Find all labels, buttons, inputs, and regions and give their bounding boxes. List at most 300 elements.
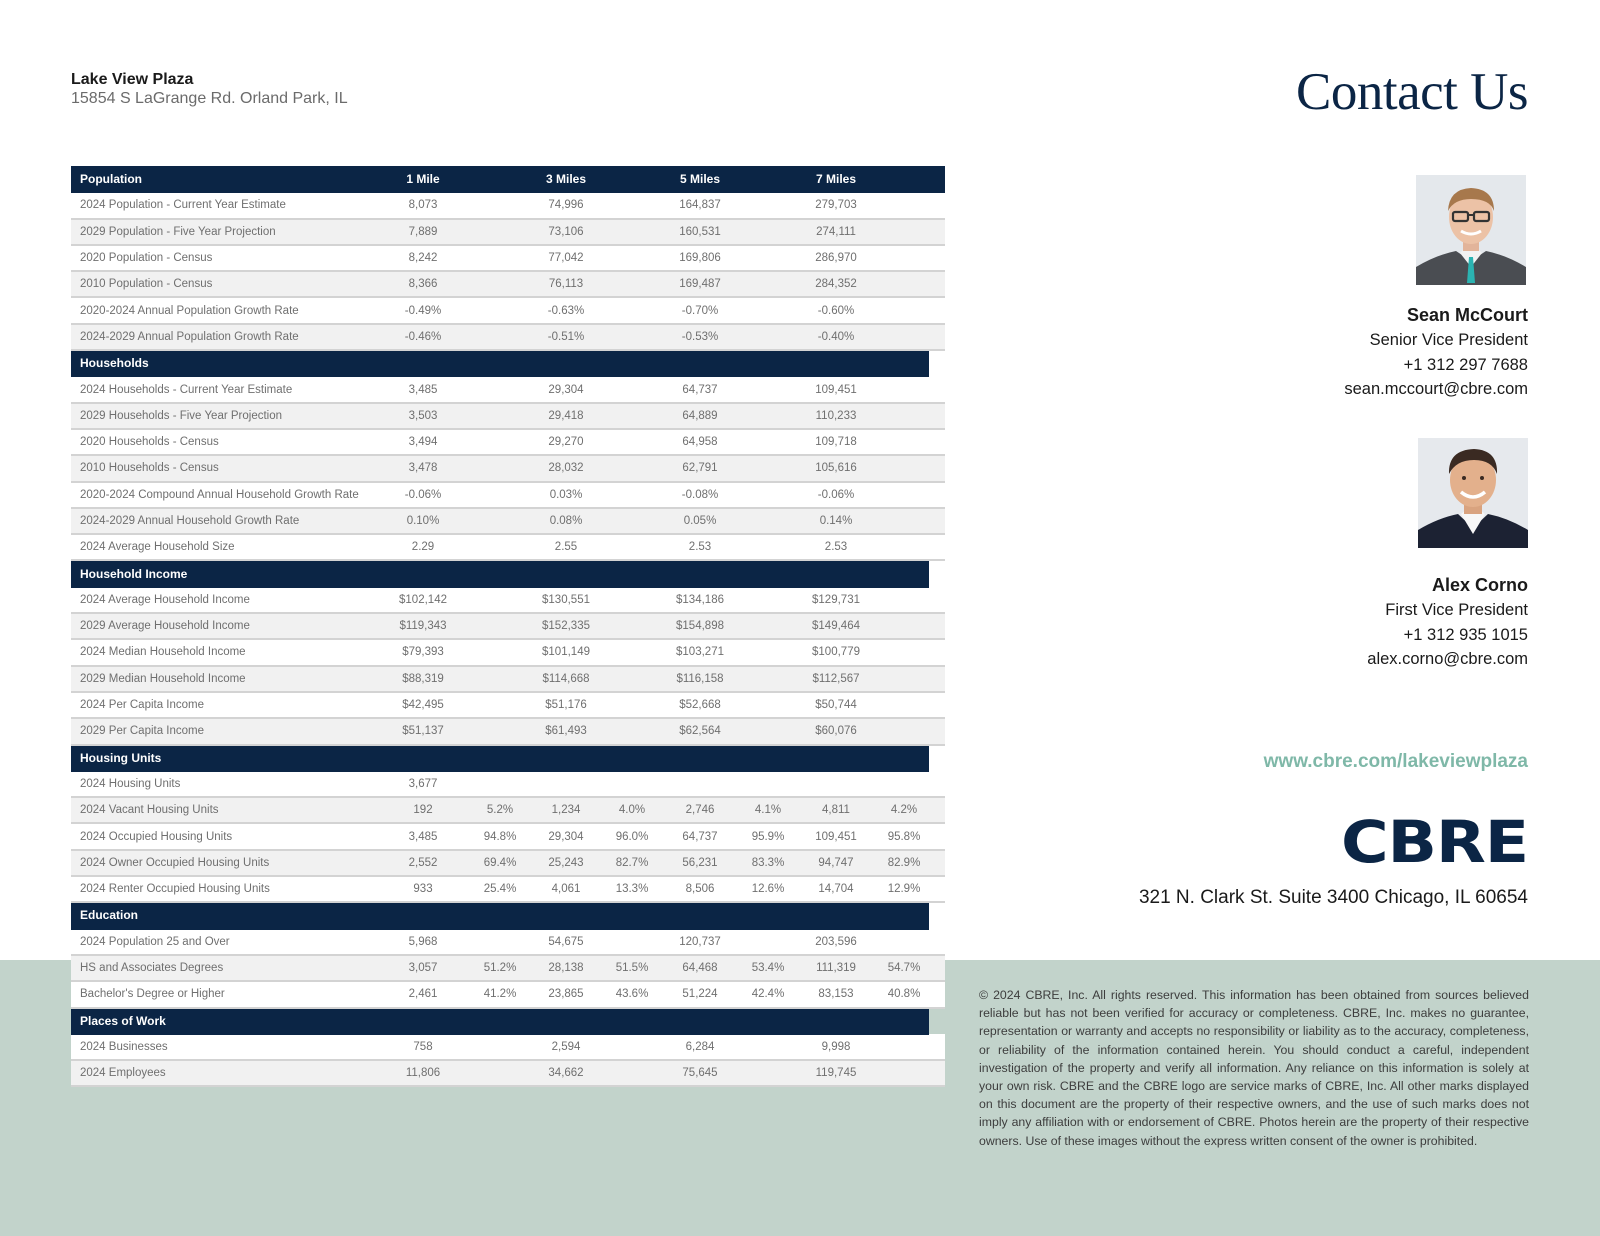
cell-value: 3,485 bbox=[371, 823, 475, 849]
table-row bbox=[71, 1060, 945, 1086]
cell-pad bbox=[929, 271, 945, 297]
cell-value: 3,494 bbox=[371, 429, 475, 455]
row-label: 2024 Households - Current Year Estimate bbox=[71, 376, 371, 402]
cell-value: $101,149 bbox=[525, 639, 607, 665]
section-bar-fill bbox=[371, 745, 929, 771]
cell-pad bbox=[929, 192, 945, 218]
cell-percent bbox=[475, 324, 525, 350]
section-header-row bbox=[71, 350, 945, 376]
cell-percent bbox=[607, 192, 657, 218]
cell-percent bbox=[607, 666, 657, 692]
table-row bbox=[71, 455, 945, 481]
section-title: Households bbox=[71, 350, 371, 376]
cell-value: $51,176 bbox=[525, 692, 607, 718]
cell-value: $134,186 bbox=[657, 587, 743, 613]
table-row bbox=[71, 955, 945, 981]
cell-value: -0.08% bbox=[657, 482, 743, 508]
section-header-row bbox=[71, 902, 945, 928]
cell-percent bbox=[607, 297, 657, 323]
cell-pad bbox=[929, 771, 945, 797]
cell-percent bbox=[743, 297, 793, 323]
cell-percent: 69.4% bbox=[475, 850, 525, 876]
row-label: 2024-2029 Annual Population Growth Rate bbox=[71, 324, 371, 350]
cell-value: $116,158 bbox=[657, 666, 743, 692]
cell-percent: 42.4% bbox=[743, 981, 793, 1007]
row-label: 2024 Per Capita Income bbox=[71, 692, 371, 718]
table-row bbox=[71, 876, 945, 902]
cell-value: 0.05% bbox=[657, 508, 743, 534]
table-row bbox=[71, 219, 945, 245]
cell-pad bbox=[929, 876, 945, 902]
cell-percent bbox=[607, 1034, 657, 1060]
table-row bbox=[71, 692, 945, 718]
cell-pad bbox=[929, 1034, 945, 1060]
cell-percent bbox=[475, 403, 525, 429]
cell-value: -0.06% bbox=[793, 482, 879, 508]
column-spacer bbox=[743, 166, 793, 192]
cell-value: 2,594 bbox=[525, 1034, 607, 1060]
cell-percent bbox=[607, 324, 657, 350]
table-row bbox=[71, 508, 945, 534]
cell-percent bbox=[743, 639, 793, 665]
cell-percent bbox=[475, 297, 525, 323]
row-label: 2024 Owner Occupied Housing Units bbox=[71, 850, 371, 876]
cell-percent bbox=[743, 587, 793, 613]
cell-value: $149,464 bbox=[793, 613, 879, 639]
cell-value: 0.10% bbox=[371, 508, 475, 534]
cell-value: 64,889 bbox=[657, 403, 743, 429]
cell-value: $130,551 bbox=[525, 587, 607, 613]
cell-percent bbox=[743, 429, 793, 455]
cell-percent bbox=[607, 429, 657, 455]
cell-value bbox=[793, 771, 879, 797]
cell-value bbox=[657, 771, 743, 797]
cell-percent: 12.9% bbox=[879, 876, 929, 902]
cell-percent bbox=[743, 771, 793, 797]
column-header-2: 3 Miles bbox=[525, 166, 607, 192]
row-label: 2024 Renter Occupied Housing Units bbox=[71, 876, 371, 902]
cell-value: $52,668 bbox=[657, 692, 743, 718]
cell-value: 77,042 bbox=[525, 245, 607, 271]
cell-value: 111,319 bbox=[793, 955, 879, 981]
row-label: 2029 Households - Five Year Projection bbox=[71, 403, 371, 429]
cell-percent: 54.7% bbox=[879, 955, 929, 981]
row-label: 2024 Population 25 and Over bbox=[71, 929, 371, 955]
cell-percent: 95.9% bbox=[743, 823, 793, 849]
cell-percent bbox=[607, 613, 657, 639]
cell-percent bbox=[743, 245, 793, 271]
row-label: 2024-2029 Annual Household Growth Rate bbox=[71, 508, 371, 534]
cell-pad bbox=[929, 955, 945, 981]
cell-value: -0.49% bbox=[371, 297, 475, 323]
cell-percent bbox=[475, 429, 525, 455]
section-header-row bbox=[71, 745, 945, 771]
cell-value: $102,142 bbox=[371, 587, 475, 613]
cell-value: 120,737 bbox=[657, 929, 743, 955]
cell-value: -0.51% bbox=[525, 324, 607, 350]
cell-value: 169,487 bbox=[657, 271, 743, 297]
cell-value: 286,970 bbox=[793, 245, 879, 271]
cell-percent bbox=[607, 1060, 657, 1086]
contact-phone[interactable]: +1 312 935 1015 bbox=[1403, 625, 1528, 644]
cell-percent bbox=[879, 455, 929, 481]
cell-percent bbox=[743, 482, 793, 508]
cell-value: 160,531 bbox=[657, 219, 743, 245]
table-row bbox=[71, 823, 945, 849]
column-spacer bbox=[607, 166, 657, 192]
row-label: 2029 Population - Five Year Projection bbox=[71, 219, 371, 245]
contact-card-sean bbox=[1344, 302, 1528, 402]
person-photo-icon bbox=[1416, 175, 1526, 285]
cell-value: 2.29 bbox=[371, 534, 475, 560]
cell-percent bbox=[879, 403, 929, 429]
section-bar-fill bbox=[371, 902, 929, 928]
person-photo-icon bbox=[1418, 438, 1528, 548]
column-spacer bbox=[475, 166, 525, 192]
cell-percent bbox=[743, 534, 793, 560]
cell-pad bbox=[929, 245, 945, 271]
cell-percent: 4.0% bbox=[607, 797, 657, 823]
cell-percent bbox=[879, 1060, 929, 1086]
row-label: 2020 Population - Census bbox=[71, 245, 371, 271]
cell-value: -0.40% bbox=[793, 324, 879, 350]
cell-percent bbox=[475, 929, 525, 955]
cell-value: 64,468 bbox=[657, 955, 743, 981]
cell-value: 64,737 bbox=[657, 823, 743, 849]
cell-pad bbox=[929, 1060, 945, 1086]
contact-title: Contact Us bbox=[1296, 63, 1528, 121]
cell-value: 274,111 bbox=[793, 219, 879, 245]
cell-value: $103,271 bbox=[657, 639, 743, 665]
cell-value: 51,224 bbox=[657, 981, 743, 1007]
cell-value: 2,461 bbox=[371, 981, 475, 1007]
cell-percent bbox=[475, 534, 525, 560]
cell-value: 14,704 bbox=[793, 876, 879, 902]
cell-percent bbox=[879, 639, 929, 665]
table-body bbox=[71, 166, 945, 1086]
table-row bbox=[71, 1034, 945, 1060]
table-row bbox=[71, 271, 945, 297]
column-header-1: 1 Mile bbox=[371, 166, 475, 192]
cell-value: 3,677 bbox=[371, 771, 475, 797]
cell-percent bbox=[879, 929, 929, 955]
cell-percent bbox=[475, 192, 525, 218]
cell-pad bbox=[929, 850, 945, 876]
row-label: 2029 Average Household Income bbox=[71, 613, 371, 639]
cell-value: 29,270 bbox=[525, 429, 607, 455]
cell-value: 109,718 bbox=[793, 429, 879, 455]
contact-card-alex bbox=[1367, 572, 1528, 672]
cell-value: -0.63% bbox=[525, 297, 607, 323]
cell-value: $88,319 bbox=[371, 666, 475, 692]
cell-pad bbox=[929, 534, 945, 560]
cell-pad bbox=[929, 823, 945, 849]
cell-value: 192 bbox=[371, 797, 475, 823]
property-header bbox=[71, 70, 348, 109]
cell-value: 54,675 bbox=[525, 929, 607, 955]
cell-value: $129,731 bbox=[793, 587, 879, 613]
cell-value: 8,073 bbox=[371, 192, 475, 218]
contact-phone[interactable]: +1 312 297 7688 bbox=[1403, 355, 1528, 374]
section-title: Household Income bbox=[71, 560, 371, 586]
cell-percent bbox=[475, 1060, 525, 1086]
cell-percent bbox=[743, 929, 793, 955]
cell-value: 2,552 bbox=[371, 850, 475, 876]
cell-percent: 82.7% bbox=[607, 850, 657, 876]
cell-value: 0.08% bbox=[525, 508, 607, 534]
cell-percent bbox=[475, 482, 525, 508]
cell-value: $42,495 bbox=[371, 692, 475, 718]
cell-value: 1,234 bbox=[525, 797, 607, 823]
cell-value: $119,343 bbox=[371, 613, 475, 639]
cell-percent bbox=[879, 271, 929, 297]
cell-value: -0.53% bbox=[657, 324, 743, 350]
table-row bbox=[71, 482, 945, 508]
table-row bbox=[71, 376, 945, 402]
cell-percent bbox=[475, 639, 525, 665]
cell-value: 2,746 bbox=[657, 797, 743, 823]
table-row bbox=[71, 324, 945, 350]
cell-percent bbox=[607, 929, 657, 955]
section-title: Population bbox=[71, 166, 371, 192]
cell-percent bbox=[879, 1034, 929, 1060]
cell-percent bbox=[475, 692, 525, 718]
cell-pad bbox=[929, 639, 945, 665]
contact-email[interactable]: alex.corno@cbre.com bbox=[1367, 650, 1528, 668]
cell-percent bbox=[743, 455, 793, 481]
cell-percent bbox=[607, 455, 657, 481]
cell-percent bbox=[879, 666, 929, 692]
cell-value: 29,304 bbox=[525, 376, 607, 402]
cell-percent bbox=[475, 271, 525, 297]
cell-percent bbox=[879, 508, 929, 534]
cell-percent bbox=[607, 403, 657, 429]
cell-percent bbox=[743, 666, 793, 692]
cell-percent bbox=[475, 508, 525, 534]
cell-value: 203,596 bbox=[793, 929, 879, 955]
cell-percent bbox=[743, 324, 793, 350]
cell-percent bbox=[879, 376, 929, 402]
cell-percent: 13.3% bbox=[607, 876, 657, 902]
cell-percent: 4.2% bbox=[879, 797, 929, 823]
cell-value: 23,865 bbox=[525, 981, 607, 1007]
cell-pad bbox=[929, 981, 945, 1007]
cell-value: 0.14% bbox=[793, 508, 879, 534]
cell-percent bbox=[475, 613, 525, 639]
cell-value: 8,366 bbox=[371, 271, 475, 297]
cell-percent: 4.1% bbox=[743, 797, 793, 823]
section-bar-fill bbox=[371, 1008, 929, 1034]
cell-value: $79,393 bbox=[371, 639, 475, 665]
property-address: 15854 S LaGrange Rd. Orland Park, IL bbox=[71, 90, 348, 107]
cell-value: 3,485 bbox=[371, 376, 475, 402]
cell-value: $114,668 bbox=[525, 666, 607, 692]
cell-percent bbox=[879, 587, 929, 613]
row-label: HS and Associates Degrees bbox=[71, 955, 371, 981]
cell-percent bbox=[879, 219, 929, 245]
cell-percent bbox=[607, 482, 657, 508]
cell-pad bbox=[929, 219, 945, 245]
cell-percent bbox=[607, 692, 657, 718]
cell-percent bbox=[475, 376, 525, 402]
cell-percent bbox=[879, 429, 929, 455]
cell-value: 74,996 bbox=[525, 192, 607, 218]
cell-value: 3,478 bbox=[371, 455, 475, 481]
cell-percent bbox=[879, 482, 929, 508]
cell-percent: 53.4% bbox=[743, 955, 793, 981]
cell-value: 164,837 bbox=[657, 192, 743, 218]
table-row bbox=[71, 429, 945, 455]
table-row bbox=[71, 797, 945, 823]
cell-value: 75,645 bbox=[657, 1060, 743, 1086]
section-title: Housing Units bbox=[71, 745, 371, 771]
cell-value: 5,968 bbox=[371, 929, 475, 955]
cell-percent bbox=[475, 219, 525, 245]
row-label: 2024 Occupied Housing Units bbox=[71, 823, 371, 849]
cell-percent bbox=[879, 613, 929, 639]
cell-percent bbox=[607, 534, 657, 560]
table-row bbox=[71, 403, 945, 429]
row-label: 2020 Households - Census bbox=[71, 429, 371, 455]
cell-percent: 41.2% bbox=[475, 981, 525, 1007]
row-label: 2024 Employees bbox=[71, 1060, 371, 1086]
cell-value: 25,243 bbox=[525, 850, 607, 876]
row-label: 2020-2024 Annual Population Growth Rate bbox=[71, 297, 371, 323]
cell-value: 0.03% bbox=[525, 482, 607, 508]
cell-percent bbox=[607, 639, 657, 665]
cell-value: $100,779 bbox=[793, 639, 879, 665]
cell-percent bbox=[743, 1060, 793, 1086]
cell-value: $152,335 bbox=[525, 613, 607, 639]
cell-value: 110,233 bbox=[793, 403, 879, 429]
cell-value: -0.70% bbox=[657, 297, 743, 323]
table-row bbox=[71, 718, 945, 744]
cell-percent bbox=[879, 692, 929, 718]
cell-value: -0.46% bbox=[371, 324, 475, 350]
cell-percent bbox=[743, 508, 793, 534]
cell-percent: 40.8% bbox=[879, 981, 929, 1007]
table-row bbox=[71, 929, 945, 955]
cell-value: 933 bbox=[371, 876, 475, 902]
legal-disclaimer: © 2024 CBRE, Inc. All rights reserved. This information has been obtained from sources believed reliable but has not been verified for accuracy or completeness. CBRE, Inc. makes no guarantee, representation or warranty and accepts no responsibility or liability as to the accuracy, completeness, or reliability of the information contained herein. You should conduct a careful, independent investigation of the property and verify all information. Any reliance on this information is solely at your own risk. CBRE and the CBRE logo are service marks of CBRE, Inc. All other marks displayed on this document are the property of their respective owners, and the use of such marks does not imply any affiliation with or endorsement of CBRE. Photos herein are the property of their respective owners. Use of these images without the express written consent of the owner is prohibited. bbox=[979, 988, 1529, 1148]
cell-value: 56,231 bbox=[657, 850, 743, 876]
column-spacer bbox=[879, 166, 929, 192]
cell-percent: 94.8% bbox=[475, 823, 525, 849]
cell-value: 73,106 bbox=[525, 219, 607, 245]
headshot-photo-alex bbox=[1418, 438, 1528, 548]
cell-value bbox=[525, 771, 607, 797]
cell-pad bbox=[929, 482, 945, 508]
cell-percent: 12.6% bbox=[743, 876, 793, 902]
cell-value: $60,076 bbox=[793, 718, 879, 744]
cell-percent bbox=[743, 219, 793, 245]
cell-percent bbox=[475, 587, 525, 613]
section-header-row bbox=[71, 1008, 945, 1034]
row-label: Bachelor's Degree or Higher bbox=[71, 981, 371, 1007]
row-label: 2024 Vacant Housing Units bbox=[71, 797, 371, 823]
table-row bbox=[71, 534, 945, 560]
cell-value: 6,284 bbox=[657, 1034, 743, 1060]
cell-value: 7,889 bbox=[371, 219, 475, 245]
cell-percent bbox=[607, 219, 657, 245]
table-row bbox=[71, 639, 945, 665]
headshot-photo-sean bbox=[1416, 175, 1526, 285]
column-header-4: 7 Miles bbox=[793, 166, 879, 192]
cell-value: 4,061 bbox=[525, 876, 607, 902]
cell-percent: 83.3% bbox=[743, 850, 793, 876]
cell-percent bbox=[607, 508, 657, 534]
cell-pad bbox=[929, 666, 945, 692]
cell-pad bbox=[929, 166, 945, 192]
cell-percent bbox=[607, 245, 657, 271]
website-link[interactable]: www.cbre.com/lakeviewplaza bbox=[1263, 751, 1528, 772]
cell-value: 2.53 bbox=[657, 534, 743, 560]
cell-pad bbox=[929, 929, 945, 955]
cell-percent bbox=[607, 771, 657, 797]
table-row bbox=[71, 850, 945, 876]
cell-percent: 51.2% bbox=[475, 955, 525, 981]
cell-value: 279,703 bbox=[793, 192, 879, 218]
cell-value: 169,806 bbox=[657, 245, 743, 271]
cell-value: $154,898 bbox=[657, 613, 743, 639]
section-bar-fill bbox=[371, 560, 929, 586]
cell-percent: 95.8% bbox=[879, 823, 929, 849]
cell-percent bbox=[879, 297, 929, 323]
row-label: 2024 Average Household Size bbox=[71, 534, 371, 560]
cell-pad bbox=[929, 324, 945, 350]
cell-value: 83,153 bbox=[793, 981, 879, 1007]
cell-value: $61,493 bbox=[525, 718, 607, 744]
table-row bbox=[71, 192, 945, 218]
cell-value: 64,737 bbox=[657, 376, 743, 402]
cell-percent bbox=[743, 718, 793, 744]
cell-value: 3,057 bbox=[371, 955, 475, 981]
table-row bbox=[71, 297, 945, 323]
cell-value: 109,451 bbox=[793, 823, 879, 849]
cell-value: 3,503 bbox=[371, 403, 475, 429]
cell-percent bbox=[475, 245, 525, 271]
table-row bbox=[71, 613, 945, 639]
table-row bbox=[71, 587, 945, 613]
cell-pad bbox=[929, 376, 945, 402]
contact-email[interactable]: sean.mccourt@cbre.com bbox=[1344, 380, 1528, 398]
cell-percent bbox=[879, 245, 929, 271]
row-label: 2024 Housing Units bbox=[71, 771, 371, 797]
cell-pad bbox=[929, 797, 945, 823]
cell-percent: 51.5% bbox=[607, 955, 657, 981]
cell-pad bbox=[929, 403, 945, 429]
cell-percent: 96.0% bbox=[607, 823, 657, 849]
cell-value: $50,744 bbox=[793, 692, 879, 718]
cell-pad bbox=[929, 429, 945, 455]
cell-value: 11,806 bbox=[371, 1060, 475, 1086]
row-label: 2010 Households - Census bbox=[71, 455, 371, 481]
cell-percent: 25.4% bbox=[475, 876, 525, 902]
row-label: 2024 Businesses bbox=[71, 1034, 371, 1060]
row-label: 2010 Population - Census bbox=[71, 271, 371, 297]
cell-percent bbox=[879, 324, 929, 350]
cell-value: 9,998 bbox=[793, 1034, 879, 1060]
cell-value: 2.53 bbox=[793, 534, 879, 560]
property-name: Lake View Plaza bbox=[71, 71, 194, 88]
cell-pad bbox=[929, 613, 945, 639]
row-label: 2024 Average Household Income bbox=[71, 587, 371, 613]
cell-percent bbox=[743, 271, 793, 297]
contact-name: Sean McCourt bbox=[1406, 305, 1528, 325]
cell-percent bbox=[743, 376, 793, 402]
cell-percent bbox=[743, 192, 793, 218]
cell-value: $51,137 bbox=[371, 718, 475, 744]
